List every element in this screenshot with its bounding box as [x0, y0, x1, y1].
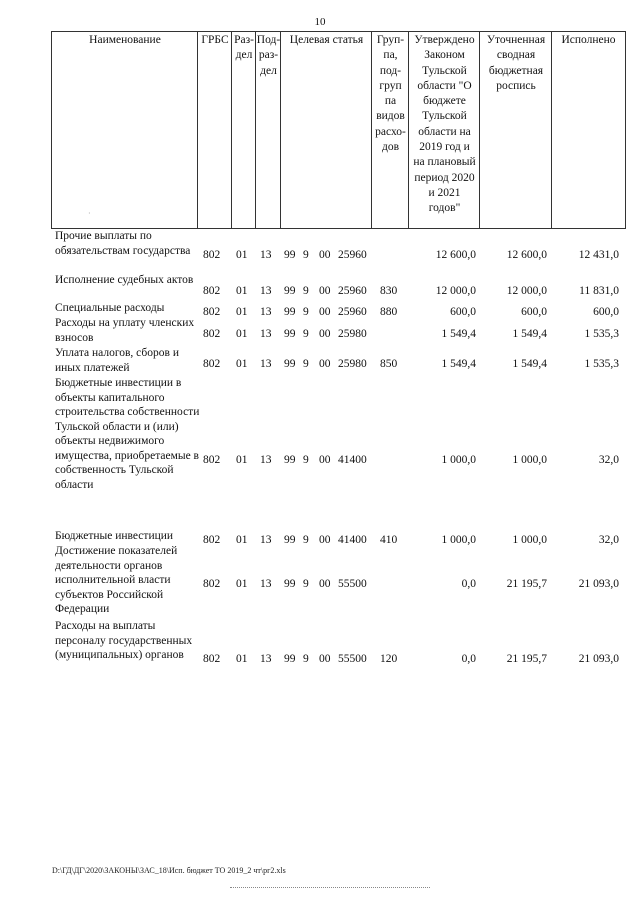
header-executed-label: Исполнено [561, 34, 616, 46]
cell-executed: 21 093,0 [578, 653, 619, 665]
header-podrazdel [255, 31, 281, 229]
cell-t4: 25960 [338, 306, 367, 318]
cell-grbs: 802 [203, 578, 221, 590]
cell-rz: 01 [236, 578, 248, 590]
cell-t4: 41400 [338, 534, 367, 546]
cell-vr: 880 [380, 306, 398, 318]
cell-grbs: 802 [203, 653, 221, 665]
header-group-label: Груп- па, под- груп па видов расхо- дов [375, 34, 406, 154]
header-group [371, 31, 409, 229]
cell-pr: 13 [260, 534, 272, 546]
cell-t3: 00 [319, 285, 331, 297]
header-approved-label: Утверждено Законом Тульской области "О бюджете Тульской области на 2019 год и на плановый период 2020 и 2021 годов" [413, 34, 476, 215]
cell-vr: 120 [380, 653, 398, 665]
cell-rz: 01 [236, 306, 248, 318]
header-approved [408, 31, 480, 229]
header-razdel [231, 31, 256, 229]
cell-executed: 21 093,0 [578, 578, 619, 590]
cell-approved: 1 549,4 [441, 358, 476, 370]
cell-vr: 850 [380, 358, 398, 370]
cell-t3: 00 [319, 358, 331, 370]
row-name: Исполнение судебных актов [55, 274, 194, 286]
cell-t1: 99 [284, 358, 296, 370]
cell-t3: 00 [319, 653, 331, 665]
cell-t1: 99 [284, 534, 296, 546]
cell-approved: 0,0 [461, 653, 476, 665]
cell-pr: 13 [260, 328, 272, 340]
cell-grbs: 802 [203, 306, 221, 318]
cell-pr: 13 [260, 653, 272, 665]
header-grbs-label: ГРБС [201, 34, 229, 46]
cell-refined: 1 549,4 [512, 358, 547, 370]
cell-rz: 01 [236, 534, 248, 546]
cell-pr: 13 [260, 306, 272, 318]
footer-path: D:\ГД\ДГ\2020\ЗАКОНЫ\ЗАС_18\Исп. бюджет ТО 2019_2 чт\рг2.xls [52, 866, 286, 875]
cell-rz: 01 [236, 358, 248, 370]
cell-t2: 9 [303, 534, 309, 546]
cell-t2: 9 [303, 249, 309, 261]
cell-executed: 11 831,0 [579, 285, 619, 297]
cell-refined: 21 195,7 [506, 653, 547, 665]
scan-mark: · [88, 209, 91, 218]
cell-approved: 1 549,4 [441, 328, 476, 340]
cell-t3: 00 [319, 534, 331, 546]
cell-t3: 00 [319, 306, 331, 318]
cell-t4: 55500 [338, 653, 367, 665]
row-name: Достижение показателей деятельности органов исполнительной власти субъектов Российской Федерации [55, 545, 178, 615]
cell-executed: 32,0 [598, 454, 619, 466]
cell-executed: 600,0 [593, 306, 619, 318]
header-razdel-label: Раз- дел [234, 34, 254, 62]
row-name: Расходы на уплату членских взносов [55, 317, 195, 344]
header-executed [551, 31, 626, 229]
cell-rz: 01 [236, 249, 248, 261]
header-refined-label: Уточненная сводная бюджетная роспись [486, 34, 546, 92]
cell-pr: 13 [260, 358, 272, 370]
cell-grbs: 802 [203, 534, 221, 546]
cell-executed: 1 535,3 [584, 358, 619, 370]
cell-t1: 99 [284, 653, 296, 665]
cell-t1: 99 [284, 328, 296, 340]
cell-grbs: 802 [203, 328, 221, 340]
cell-t2: 9 [303, 358, 309, 370]
cell-t1: 99 [284, 454, 296, 466]
cell-t4: 25960 [338, 249, 367, 261]
cell-refined: 1 549,4 [512, 328, 547, 340]
cell-grbs: 802 [203, 358, 221, 370]
header-podrazdel-label: Под- раз- дел [256, 34, 281, 77]
cell-pr: 13 [260, 249, 272, 261]
row-name: Бюджетные инвестиции [55, 530, 174, 542]
cell-t4: 25980 [338, 328, 367, 340]
cell-t2: 9 [303, 454, 309, 466]
header-name-label: Наименование [89, 34, 161, 46]
cell-t1: 99 [284, 578, 296, 590]
row-name: Расходы на выплаты персоналу государственных (муниципальных) органов [55, 620, 193, 661]
cell-grbs: 802 [203, 454, 221, 466]
header-target-label: Целевая статья [289, 34, 364, 46]
row-name: Прочие выплаты по обязательствам государства [55, 230, 191, 257]
header-target [280, 31, 372, 229]
cell-executed: 12 431,0 [578, 249, 619, 261]
header-name [51, 31, 198, 229]
cell-t2: 9 [303, 578, 309, 590]
cell-grbs: 802 [203, 285, 221, 297]
cell-t1: 99 [284, 285, 296, 297]
cell-t4: 25960 [338, 285, 367, 297]
cell-approved: 600,0 [450, 306, 476, 318]
cell-t1: 99 [284, 306, 296, 318]
cell-t3: 00 [319, 578, 331, 590]
footer-divider [230, 887, 430, 888]
page-number: 10 [314, 16, 326, 28]
row-name: Уплата налогов, сборов и иных платежей [55, 347, 179, 374]
header-refined [479, 31, 552, 229]
cell-executed: 1 535,3 [584, 328, 619, 340]
cell-t2: 9 [303, 306, 309, 318]
cell-rz: 01 [236, 285, 248, 297]
cell-pr: 13 [260, 454, 272, 466]
row-name: Бюджетные инвестиции в объекты капитального строительства собственности Тульской области и (или) объекты недвижимого имущества, приобретаемые в собственность Тульской области [55, 377, 200, 491]
cell-pr: 13 [260, 578, 272, 590]
cell-approved: 0,0 [461, 578, 476, 590]
cell-t3: 00 [319, 328, 331, 340]
cell-rz: 01 [236, 454, 248, 466]
cell-t4: 25980 [338, 358, 367, 370]
header-grbs [197, 31, 232, 229]
cell-t3: 00 [319, 454, 331, 466]
cell-t2: 9 [303, 653, 309, 665]
cell-approved: 1 000,0 [441, 534, 476, 546]
cell-refined: 1 000,0 [512, 454, 547, 466]
cell-refined: 12 000,0 [506, 285, 547, 297]
cell-t2: 9 [303, 285, 309, 297]
cell-approved: 12 600,0 [435, 249, 476, 261]
cell-executed: 32,0 [598, 534, 619, 546]
cell-rz: 01 [236, 328, 248, 340]
cell-t4: 41400 [338, 454, 367, 466]
cell-t1: 99 [284, 249, 296, 261]
cell-refined: 1 000,0 [512, 534, 547, 546]
row-name: Специальные расходы [55, 302, 165, 314]
cell-t4: 55500 [338, 578, 367, 590]
cell-vr: 830 [380, 285, 398, 297]
cell-refined: 12 600,0 [506, 249, 547, 261]
cell-vr: 410 [380, 534, 398, 546]
cell-rz: 01 [236, 653, 248, 665]
cell-grbs: 802 [203, 249, 221, 261]
cell-approved: 1 000,0 [441, 454, 476, 466]
cell-refined: 600,0 [521, 306, 547, 318]
cell-refined: 21 195,7 [506, 578, 547, 590]
cell-t3: 00 [319, 249, 331, 261]
cell-t2: 9 [303, 328, 309, 340]
cell-approved: 12 000,0 [435, 285, 476, 297]
cell-pr: 13 [260, 285, 272, 297]
